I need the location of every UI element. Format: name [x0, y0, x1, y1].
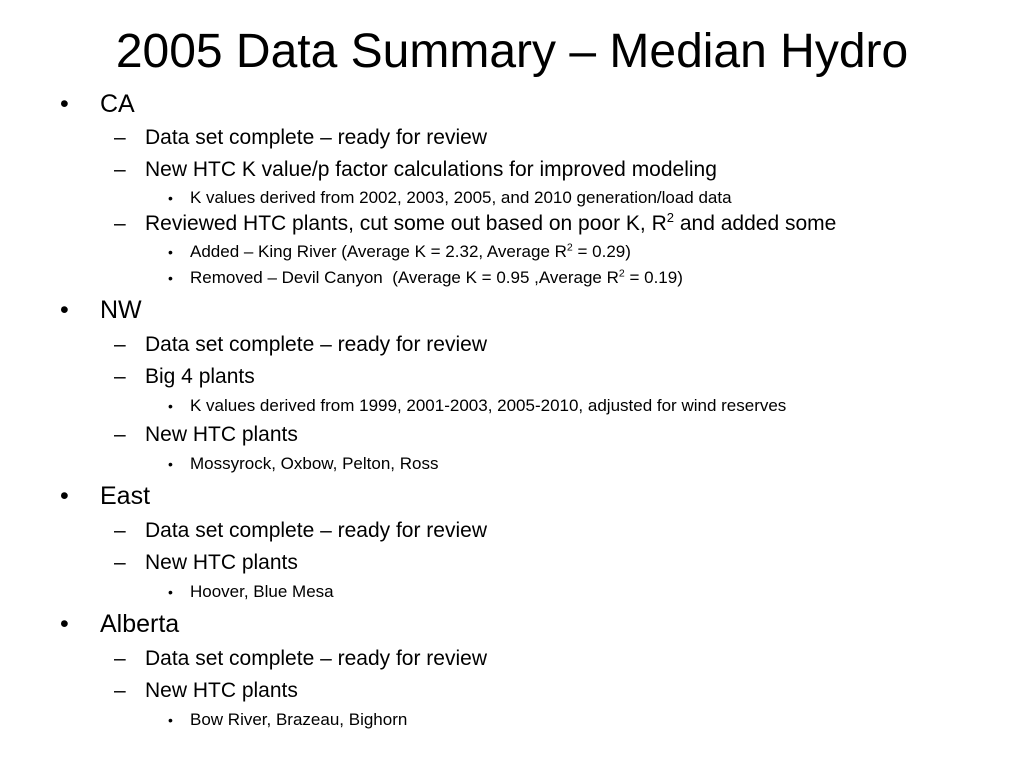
bullet-level1: •: [60, 610, 69, 638]
section-heading: East: [100, 482, 151, 510]
list-item-text: New HTC plants: [145, 423, 298, 446]
list-item: [0, 549, 1000, 577]
list-item: [0, 124, 1000, 152]
section-east: [0, 480, 1000, 512]
bullet-level2: –: [114, 679, 126, 702]
list-item-text: Data set complete – ready for review: [145, 333, 487, 356]
bullet-level1: •: [60, 482, 69, 510]
list-item: [0, 363, 1000, 391]
text-segment: = 0.29): [572, 242, 631, 261]
list-item: [0, 517, 1000, 545]
section-ca: [0, 88, 1000, 120]
bullet-level2: –: [114, 212, 126, 235]
bullet-level3: •: [168, 398, 173, 414]
list-item-text: Mossyrock, Oxbow, Pelton, Ross: [190, 454, 439, 473]
section-heading: CA: [100, 90, 135, 118]
list-item: [0, 156, 1000, 184]
superscript: 2: [618, 267, 625, 280]
list-item: [0, 645, 1000, 673]
bullet-level3: •: [168, 456, 173, 472]
bullet-level1: •: [60, 296, 69, 324]
list-item: [0, 395, 1000, 417]
list-item-text: Data set complete – ready for review: [145, 519, 487, 542]
list-item-text: Hoover, Blue Mesa: [190, 582, 334, 601]
list-item-text: New HTC plants: [145, 679, 298, 702]
bullet-level2: –: [114, 647, 126, 670]
list-item: [0, 453, 1000, 475]
bullet-level1: •: [60, 90, 69, 118]
list-item-text: Data set complete – ready for review: [145, 647, 487, 670]
list-item-text: New HTC plants: [145, 551, 298, 574]
section-alberta: [0, 608, 1000, 640]
section-nw: [0, 294, 1000, 326]
list-item: [0, 210, 1000, 238]
bullet-level2: –: [114, 519, 126, 542]
list-item-text: Bow River, Brazeau, Bighorn: [190, 710, 408, 729]
bullet-level2: –: [114, 423, 126, 446]
list-item: [0, 581, 1000, 603]
list-item: [0, 677, 1000, 705]
superscript: 2: [666, 210, 675, 225]
section-heading: NW: [100, 296, 142, 324]
list-item-text: New HTC K value/p factor calculations for improved modeling: [145, 158, 717, 181]
list-item-text: [190, 241, 631, 263]
bullet-level2: –: [114, 551, 126, 574]
list-item-text: [190, 267, 683, 289]
list-item-text: Big 4 plants: [145, 365, 255, 388]
section-heading: Alberta: [100, 610, 180, 638]
bullet-level3: •: [168, 584, 173, 600]
text-segment: Added – King River (Average K = 2.32, Average R: [190, 242, 567, 261]
list-item-text: K values derived from 2002, 2003, 2005, and 2010 generation/load data: [190, 188, 732, 207]
bullet-level2: –: [114, 126, 126, 149]
list-item: [0, 267, 1000, 289]
text-segment: = 0.19): [624, 268, 683, 287]
list-item: [0, 187, 1000, 209]
bullet-level3: •: [168, 190, 173, 206]
list-item: [0, 709, 1000, 731]
bullet-level3: •: [168, 712, 173, 728]
bullet-level3: •: [168, 270, 173, 286]
list-item: [0, 331, 1000, 359]
list-item-text: [145, 210, 836, 238]
bullet-level2: –: [114, 333, 126, 356]
bullet-level2: –: [114, 158, 126, 181]
list-item: [0, 421, 1000, 449]
text-segment: Removed – Devil Canyon (Average K = 0.95 ,Average R: [190, 268, 619, 287]
bullet-level3: •: [168, 244, 173, 260]
text-segment: Reviewed HTC plants, cut some out based on poor K, R: [145, 212, 667, 235]
superscript: 2: [566, 241, 573, 254]
list-item-text: Data set complete – ready for review: [145, 126, 487, 149]
bullet-level2: –: [114, 365, 126, 388]
list-item-text: K values derived from 1999, 2001-2003, 2005-2010, adjusted for wind reserves: [190, 396, 787, 415]
text-segment: and added some: [674, 212, 837, 235]
list-item: [0, 241, 1000, 263]
slide-title: 2005 Data Summary – Median Hydro: [115, 25, 909, 78]
